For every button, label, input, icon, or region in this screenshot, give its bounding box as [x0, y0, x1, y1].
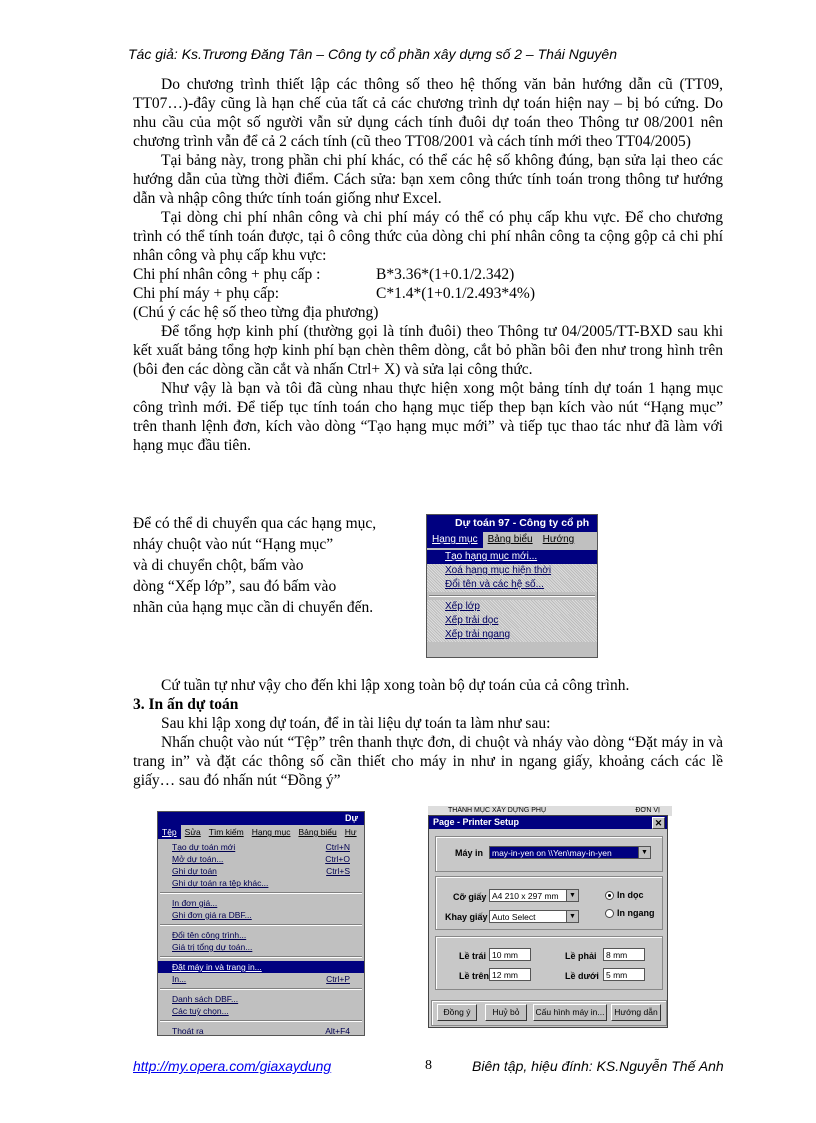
dropdown-menu — [158, 839, 364, 1036]
printer-label: Máy in — [455, 848, 484, 858]
menu-item[interactable]: Đổi tên công trình... — [172, 930, 247, 940]
section-heading: 3. In ấn dự toán — [133, 696, 239, 713]
dropdown-menu — [427, 548, 597, 642]
orientation-landscape[interactable]: In ngang — [605, 908, 655, 918]
formula-row — [133, 284, 723, 303]
margin-top-label: Lề trên — [459, 971, 490, 981]
cancel-button[interactable]: Huỷ bỏ — [485, 1004, 527, 1021]
menu-item-tile-vertical[interactable]: Xếp trải dọc — [427, 614, 597, 628]
menu-huong[interactable]: Hư — [344, 827, 357, 837]
chevron-down-icon: ▼ — [638, 847, 650, 858]
menu-item-rename[interactable]: Đổi tên và các hệ số... — [427, 578, 597, 592]
radio-icon — [605, 909, 614, 918]
menu-item[interactable]: Giá trị tổng dự toán... — [172, 942, 253, 952]
menu-huong[interactable]: Hướng — [542, 534, 575, 545]
side-text — [133, 513, 418, 618]
margin-right-input[interactable]: 8 mm — [603, 948, 645, 961]
margin-left-input[interactable]: 10 mm — [489, 948, 531, 961]
menu-item-exit[interactable]: Thoát ra Alt+F4 — [172, 1026, 350, 1036]
side-line: nháy chuột vào nút “Hạng mục” — [133, 536, 334, 553]
tray-label: Khay giấy — [445, 912, 488, 922]
footer-editor: Biên tập, hiệu đính: KS.Nguyễn Thế Anh — [472, 1058, 724, 1074]
radio-icon — [605, 891, 614, 900]
ok-button[interactable]: Đồng ý — [437, 1004, 477, 1021]
separator — [160, 892, 362, 894]
printer-select[interactable]: may-in-yen on \\Yen\may-in-yen ▼ — [489, 846, 651, 859]
paragraph: Do chương trình thiết lập các thông số theo hệ thống văn bản hướng dẫn cũ (TT09, TT07…)-đây cũng là hạn chế của tất cả các chương trình dự toán hiện nay – bị bó cứng. Do nhu cầu của một số người vẫn sử dụng cách tính đuôi dự toán theo Thông tư 08/2001 nên chương trình vẫn để cả 2 cách tính (cũ theo TT08/2001 và cách tính mới theo TT04/2005) — [133, 76, 723, 150]
menu-item[interactable]: Mở dự toán... Ctrl+O — [172, 854, 350, 864]
menu-hang-muc[interactable]: Hạng mục — [251, 827, 291, 837]
chevron-down-icon: ▼ — [566, 890, 578, 901]
side-line: nhãn của hạng mục cần di chuyển đến. — [133, 599, 374, 616]
dialog-screenshot — [428, 806, 672, 1028]
separator — [160, 924, 362, 926]
margin-bottom-input[interactable]: 5 mm — [603, 968, 645, 981]
dialog-title: Page - Printer Setup — [433, 817, 520, 827]
menu-tim-kiem[interactable]: Tìm kiếm — [208, 827, 244, 837]
menu-item[interactable]: Tạo dự toán mới Ctrl+N — [172, 842, 350, 852]
menu-bang-bieu[interactable]: Bảng biểu — [298, 827, 337, 837]
page-header: Tác giả: Ks.Trương Đăng Tân – Công ty cổ phần xây dựng số 2 – Thái Nguyên — [128, 46, 617, 62]
printer-setup-dialog — [428, 815, 668, 1028]
separator — [429, 595, 595, 597]
menu-bang-bieu[interactable]: Bảng biểu — [487, 534, 533, 545]
paragraph: Để tổng hợp kinh phí (thường gọi là tính đuôi) theo Thông tư 04/2005/TT-BXD sau khi kết xuất bảng tổng hợp kinh phí bạn chèn thêm dòng, cắt bỏ phần bôi đen như trong hình trên (bôi đen các dòng cần cắt và nhấn Ctrl+ X) và sửa lại công thức. — [133, 323, 723, 378]
menu-item-tile-horizontal[interactable]: Xếp trải ngang — [427, 628, 597, 642]
close-icon[interactable]: ✕ — [652, 817, 665, 829]
menu-screenshot-hang-muc — [426, 514, 598, 658]
paragraph: Sau khi lập xong dự toán, để in tài liệu dự toán ta làm như sau: — [161, 715, 551, 732]
side-line: và di chuyển chột, bấm vào — [133, 557, 304, 574]
window-title: Dự — [158, 812, 364, 825]
separator — [160, 956, 362, 958]
paragraph: Cứ tuần tự như vậy cho đến khi lập xong toàn bộ dự toán của cả công trình. — [161, 677, 630, 694]
chevron-down-icon: ▼ — [566, 911, 578, 922]
menu-item-delete-category[interactable]: Xoá hạng mục hiện thời — [427, 564, 597, 578]
menu-item[interactable]: Ghi dự toán Ctrl+S — [172, 866, 350, 876]
separator — [160, 988, 362, 990]
formula-label: Chi phí nhân công + phụ cấp : — [133, 266, 321, 283]
strip-right: ĐƠN VỊ — [635, 807, 660, 814]
margin-right-label: Lề phải — [565, 951, 597, 961]
menu-bar — [427, 532, 597, 548]
menu-bar — [158, 825, 364, 839]
formula-value: C*1.4*(1+0.1/2.493*4%) — [376, 285, 535, 302]
menu-hang-muc[interactable]: Hạng mục — [427, 532, 483, 548]
margins-group — [435, 936, 663, 990]
paragraph: Như vậy là bạn và tôi đã cùng nhau thực hiện xong một bảng tính dự toán 1 hạng mục công trình mới. Để tiếp tục tính toán cho hạng mục tiếp thep bạn kích vào nút “Hạng mục” trên thanh lệnh đơn, kích vào dòng “Tạo hạng mục mới” và tiếp tục thao tác như đã làm với hạng mục đầu tiên. — [133, 380, 723, 454]
separator — [160, 1020, 362, 1022]
formula-row — [133, 265, 723, 284]
dialog-title-bar — [429, 816, 667, 829]
menu-item-new-category[interactable]: Tạo hạng mục mới... — [427, 550, 597, 564]
menu-sua[interactable]: Sửa — [184, 827, 201, 837]
window-title: Dự toán 97 - Công ty cổ ph — [427, 515, 597, 532]
orientation-portrait[interactable]: In dọc — [605, 890, 644, 900]
margin-top-input[interactable]: 12 mm — [489, 968, 531, 981]
footer-link[interactable]: http://my.opera.com/giaxaydung — [133, 1058, 332, 1074]
paragraph: Tại bảng này, trong phần chi phí khác, có thể các hệ số không đúng, bạn sửa lại theo các hướng dẫn của từng thời điểm. Cách sửa: bạn xem công thức tính toán trong thông tư hướng dẫn và nhập công thức tính toán giống như Excel. — [133, 152, 723, 207]
menu-item[interactable]: Các tuỳ chọn... — [172, 1006, 229, 1016]
menu-item[interactable]: In đơn giá... — [172, 898, 218, 908]
paper-size-label: Cỡ giấy — [453, 892, 487, 902]
paper-size-select[interactable]: A4 210 x 297 mm ▼ — [489, 889, 579, 902]
menu-item[interactable]: Ghi dự toán ra tệp khác... — [172, 878, 269, 888]
help-button[interactable]: Hướng dẫn — [611, 1004, 661, 1021]
side-line: dòng “Xếp lớp”, sau đó bấm vào — [133, 578, 337, 595]
formula-value: B*3.36*(1+0.1/2.342) — [376, 266, 515, 283]
menu-screenshot-file — [157, 811, 365, 1036]
tray-select[interactable]: Auto Select ▼ — [489, 910, 579, 923]
menu-item-cascade[interactable]: Xếp lớp — [427, 600, 597, 614]
menu-item[interactable]: In... Ctrl+P — [172, 974, 350, 984]
page-number: 8 — [425, 1058, 432, 1073]
paragraph: Nhấn chuột vào nút “Tệp” trên thanh thực đơn, di chuột và nháy vào dòng “Đặt máy in và trang in” và đặt các thông số cần thiết cho máy in như in ngang giấy, khoảng cách các lề giấy… sau đó nhấn nút “Đồng ý” — [133, 734, 723, 789]
menu-item-printer-setup[interactable]: Đặt máy in và trang in... — [158, 961, 364, 973]
note: (Chú ý các hệ số theo từng địa phương) — [133, 304, 379, 321]
side-line: Để có thể di chuyển qua các hạng mục, — [133, 515, 377, 532]
printer-config-button[interactable]: Cấu hình máy in... — [533, 1004, 607, 1021]
margin-bottom-label: Lề dưới — [565, 971, 599, 981]
document-body-2 — [133, 676, 723, 790]
paragraph: Tại dòng chi phí nhân công và chi phí máy có thể có phụ cấp khu vực. Để cho chương trình có thể tính toán được, tại ô công thức của dòng chi phí nhân công ta cộng gộp cả chi phí nhân công và phụ cấp khu vực: — [133, 209, 723, 264]
margin-left-label: Lề trái — [459, 951, 487, 961]
menu-tep[interactable]: Tệp — [158, 825, 181, 839]
document-body — [133, 75, 723, 455]
formula-label: Chi phí máy + phụ cấp: — [133, 285, 280, 302]
strip-text: THÀNH MỤC XÂY DỰNG PHỤ — [448, 807, 547, 814]
menu-item[interactable]: Ghi đơn giá ra DBF... — [172, 910, 252, 920]
menu-item[interactable]: Danh sách DBF... — [172, 994, 239, 1004]
